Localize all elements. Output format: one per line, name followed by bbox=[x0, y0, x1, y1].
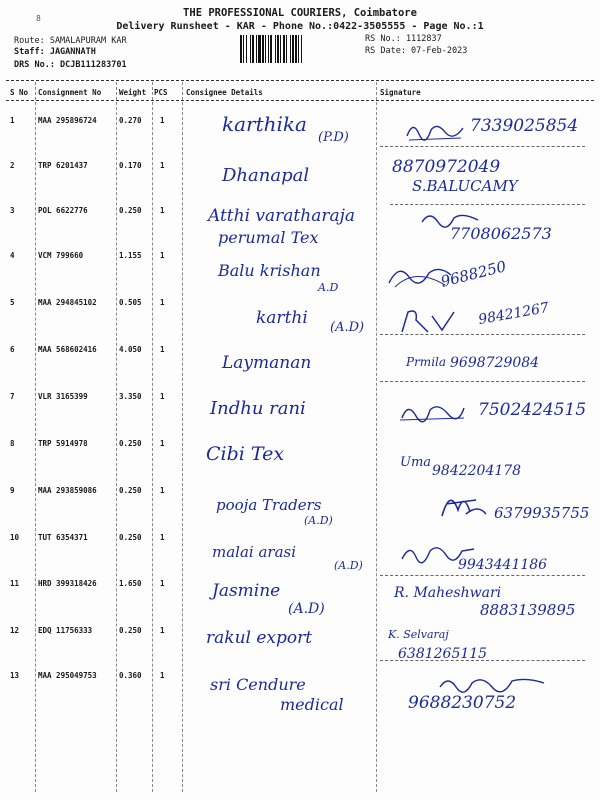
consignee-note: A.D bbox=[318, 281, 339, 294]
consignee-note: medical bbox=[280, 695, 344, 714]
consignee-name: sri Cendure bbox=[210, 675, 306, 694]
consignee-phone: 9842204178 bbox=[432, 463, 522, 479]
consignee-name: Balu krishan bbox=[218, 261, 321, 280]
consignee-note: (A.D) bbox=[330, 320, 365, 335]
row-pcs: 1 bbox=[160, 206, 165, 215]
header-rule-bottom bbox=[6, 100, 594, 101]
consignee-phone: 7708062573 bbox=[450, 224, 552, 243]
row-sno: 13 bbox=[10, 671, 20, 680]
column-header-consignment: Consignment No bbox=[38, 88, 102, 97]
row-weight: 0.250 bbox=[119, 486, 142, 495]
signature-line bbox=[380, 334, 585, 335]
signature-text: R. Maheshwari bbox=[394, 585, 502, 601]
table-row bbox=[0, 153, 600, 197]
column-header-weight: Weight bbox=[119, 88, 147, 97]
row-consignment: POL 6622776 bbox=[38, 206, 88, 215]
consignee-name: Jasmine bbox=[212, 581, 281, 601]
company-title: THE PROFESSIONAL COURIERS, Coimbatore bbox=[183, 7, 417, 19]
column-header-details: Consignee Details bbox=[186, 88, 263, 97]
row-sno: 8 bbox=[10, 439, 15, 448]
consignee-phone: 7339025854 bbox=[470, 116, 579, 136]
row-consignment: VLR 3165399 bbox=[38, 392, 88, 401]
signature-line bbox=[380, 146, 585, 147]
signature-scribble bbox=[398, 306, 458, 336]
row-sno: 10 bbox=[10, 533, 20, 542]
signature-scribble bbox=[405, 116, 465, 142]
signature-text: S.BALUCAMY bbox=[412, 177, 518, 195]
row-sno: 1 bbox=[10, 116, 15, 125]
signature-line bbox=[390, 204, 585, 205]
signature-line bbox=[380, 381, 585, 382]
signature-scribble bbox=[438, 673, 548, 695]
row-consignment: MAA 568602416 bbox=[38, 345, 97, 354]
row-weight: 0.250 bbox=[119, 206, 142, 215]
consignee-phone: 7502424515 bbox=[478, 400, 587, 420]
table-row bbox=[0, 571, 600, 619]
table-row bbox=[0, 337, 600, 381]
consignee-phone: 9688250 bbox=[438, 257, 508, 291]
consignee-note: (A.D) bbox=[288, 601, 325, 617]
row-sno: 5 bbox=[10, 298, 15, 307]
table-row bbox=[0, 525, 600, 573]
table-row bbox=[0, 478, 600, 527]
consignee-name: rakul export bbox=[206, 628, 313, 648]
signature-text: Prmila bbox=[406, 355, 447, 369]
row-pcs: 1 bbox=[160, 161, 165, 170]
row-pcs: 1 bbox=[160, 298, 165, 307]
rs-date: RS Date: 07-Feb-2023 bbox=[365, 46, 468, 56]
consignee-note: perumal Tex bbox=[218, 228, 319, 247]
table-row bbox=[0, 108, 600, 152]
consignee-note: (A.D) bbox=[304, 514, 333, 527]
drs-number: DRS No.: DCJB111283701 bbox=[14, 60, 127, 70]
corner-mark: 8 bbox=[36, 14, 41, 23]
table-row bbox=[0, 243, 600, 294]
table-row bbox=[0, 290, 600, 334]
consignee-phone: 8883139895 bbox=[480, 601, 576, 619]
column-header-sno: S No bbox=[10, 88, 29, 97]
row-pcs: 1 bbox=[160, 345, 165, 354]
row-consignment: MAA 295049753 bbox=[38, 671, 97, 680]
row-weight: 0.250 bbox=[119, 439, 142, 448]
row-weight: 4.050 bbox=[119, 345, 142, 354]
row-consignment: TRP 6201437 bbox=[38, 161, 88, 170]
signature-line bbox=[380, 660, 585, 661]
row-pcs: 1 bbox=[160, 116, 165, 125]
row-sno: 12 bbox=[10, 626, 20, 635]
row-sno: 3 bbox=[10, 206, 15, 215]
consignee-name: Dhanapal bbox=[222, 165, 310, 186]
consignee-name: karthika bbox=[222, 112, 307, 136]
consignee-name: Indhu rani bbox=[210, 398, 306, 419]
row-sno: 4 bbox=[10, 251, 15, 260]
signature-scribble bbox=[436, 486, 490, 522]
header-rule-top bbox=[6, 80, 594, 81]
consignee-phone: 6379935755 bbox=[494, 504, 590, 522]
row-pcs: 1 bbox=[160, 392, 165, 401]
row-consignment: MAA 295896724 bbox=[38, 116, 97, 125]
row-weight: 1.650 bbox=[119, 579, 142, 588]
row-consignment: TUT 6354371 bbox=[38, 533, 88, 542]
consignee-phone: 9698729084 bbox=[450, 355, 540, 371]
consignee-phone: 9943441186 bbox=[458, 557, 548, 573]
consignee-name: pooja Traders bbox=[216, 496, 322, 514]
row-weight: 0.505 bbox=[119, 298, 142, 307]
row-pcs: 1 bbox=[160, 486, 165, 495]
row-consignment: MAA 293859086 bbox=[38, 486, 97, 495]
row-weight: 0.170 bbox=[119, 161, 142, 170]
consignee-phone: 6381265115 bbox=[398, 646, 488, 662]
signature-text: K. Selvaraj bbox=[388, 628, 449, 641]
staff-label: Staff: JAGANNATH bbox=[14, 47, 96, 57]
consignee-note: (A.D) bbox=[334, 559, 363, 572]
consignee-name: malai arasi bbox=[212, 543, 297, 561]
barcode bbox=[240, 35, 360, 63]
column-header-signature: Signature bbox=[380, 88, 421, 97]
row-pcs: 1 bbox=[160, 533, 165, 542]
row-weight: 1.155 bbox=[119, 251, 142, 260]
row-sno: 7 bbox=[10, 392, 15, 401]
consignee-name: Atthi varatharaja bbox=[208, 206, 356, 226]
row-weight: 0.250 bbox=[119, 533, 142, 542]
consignee-phone: 98421267 bbox=[477, 299, 551, 329]
row-weight: 0.360 bbox=[119, 671, 142, 680]
table-row bbox=[0, 431, 600, 479]
consignee-name: Cibi Tex bbox=[206, 443, 285, 465]
table-row bbox=[0, 384, 600, 428]
row-pcs: 1 bbox=[160, 579, 165, 588]
row-consignment: TRP 5914978 bbox=[38, 439, 88, 448]
row-consignment: MAA 294845102 bbox=[38, 298, 97, 307]
row-consignment: VCM 799660 bbox=[38, 251, 84, 260]
row-sno: 2 bbox=[10, 161, 15, 170]
consignee-name: Laymanan bbox=[222, 353, 312, 373]
table-row bbox=[0, 618, 600, 662]
column-header-pcs: PCS bbox=[154, 88, 168, 97]
row-pcs: 1 bbox=[160, 439, 165, 448]
runsheet-title: Delivery Runsheet - KAR - Phone No.:0422-3505555 - Page No.:1 bbox=[116, 21, 484, 32]
row-weight: 0.250 bbox=[119, 626, 142, 635]
row-consignment: EDQ 11756333 bbox=[38, 626, 93, 635]
consignee-phone: 9688230752 bbox=[408, 693, 517, 713]
consignee-name: karthi bbox=[256, 308, 308, 328]
rs-number: RS No.: 1112837 bbox=[365, 34, 442, 44]
signature-text: Uma bbox=[400, 455, 432, 470]
consignee-phone: 8870972049 bbox=[392, 157, 501, 177]
signature-scribble bbox=[398, 398, 468, 424]
route-label: Route: SAMALAPURAM KAR bbox=[14, 36, 127, 46]
row-sno: 6 bbox=[10, 345, 15, 354]
row-weight: 0.270 bbox=[119, 116, 142, 125]
row-pcs: 1 bbox=[160, 626, 165, 635]
table-row bbox=[0, 198, 600, 247]
row-pcs: 1 bbox=[160, 251, 165, 260]
table-row bbox=[0, 663, 600, 714]
row-weight: 3.350 bbox=[119, 392, 142, 401]
row-sno: 11 bbox=[10, 579, 20, 588]
consignee-note: (P.D) bbox=[318, 130, 349, 145]
row-pcs: 1 bbox=[160, 671, 165, 680]
row-consignment: HRD 399318426 bbox=[38, 579, 97, 588]
row-sno: 9 bbox=[10, 486, 15, 495]
